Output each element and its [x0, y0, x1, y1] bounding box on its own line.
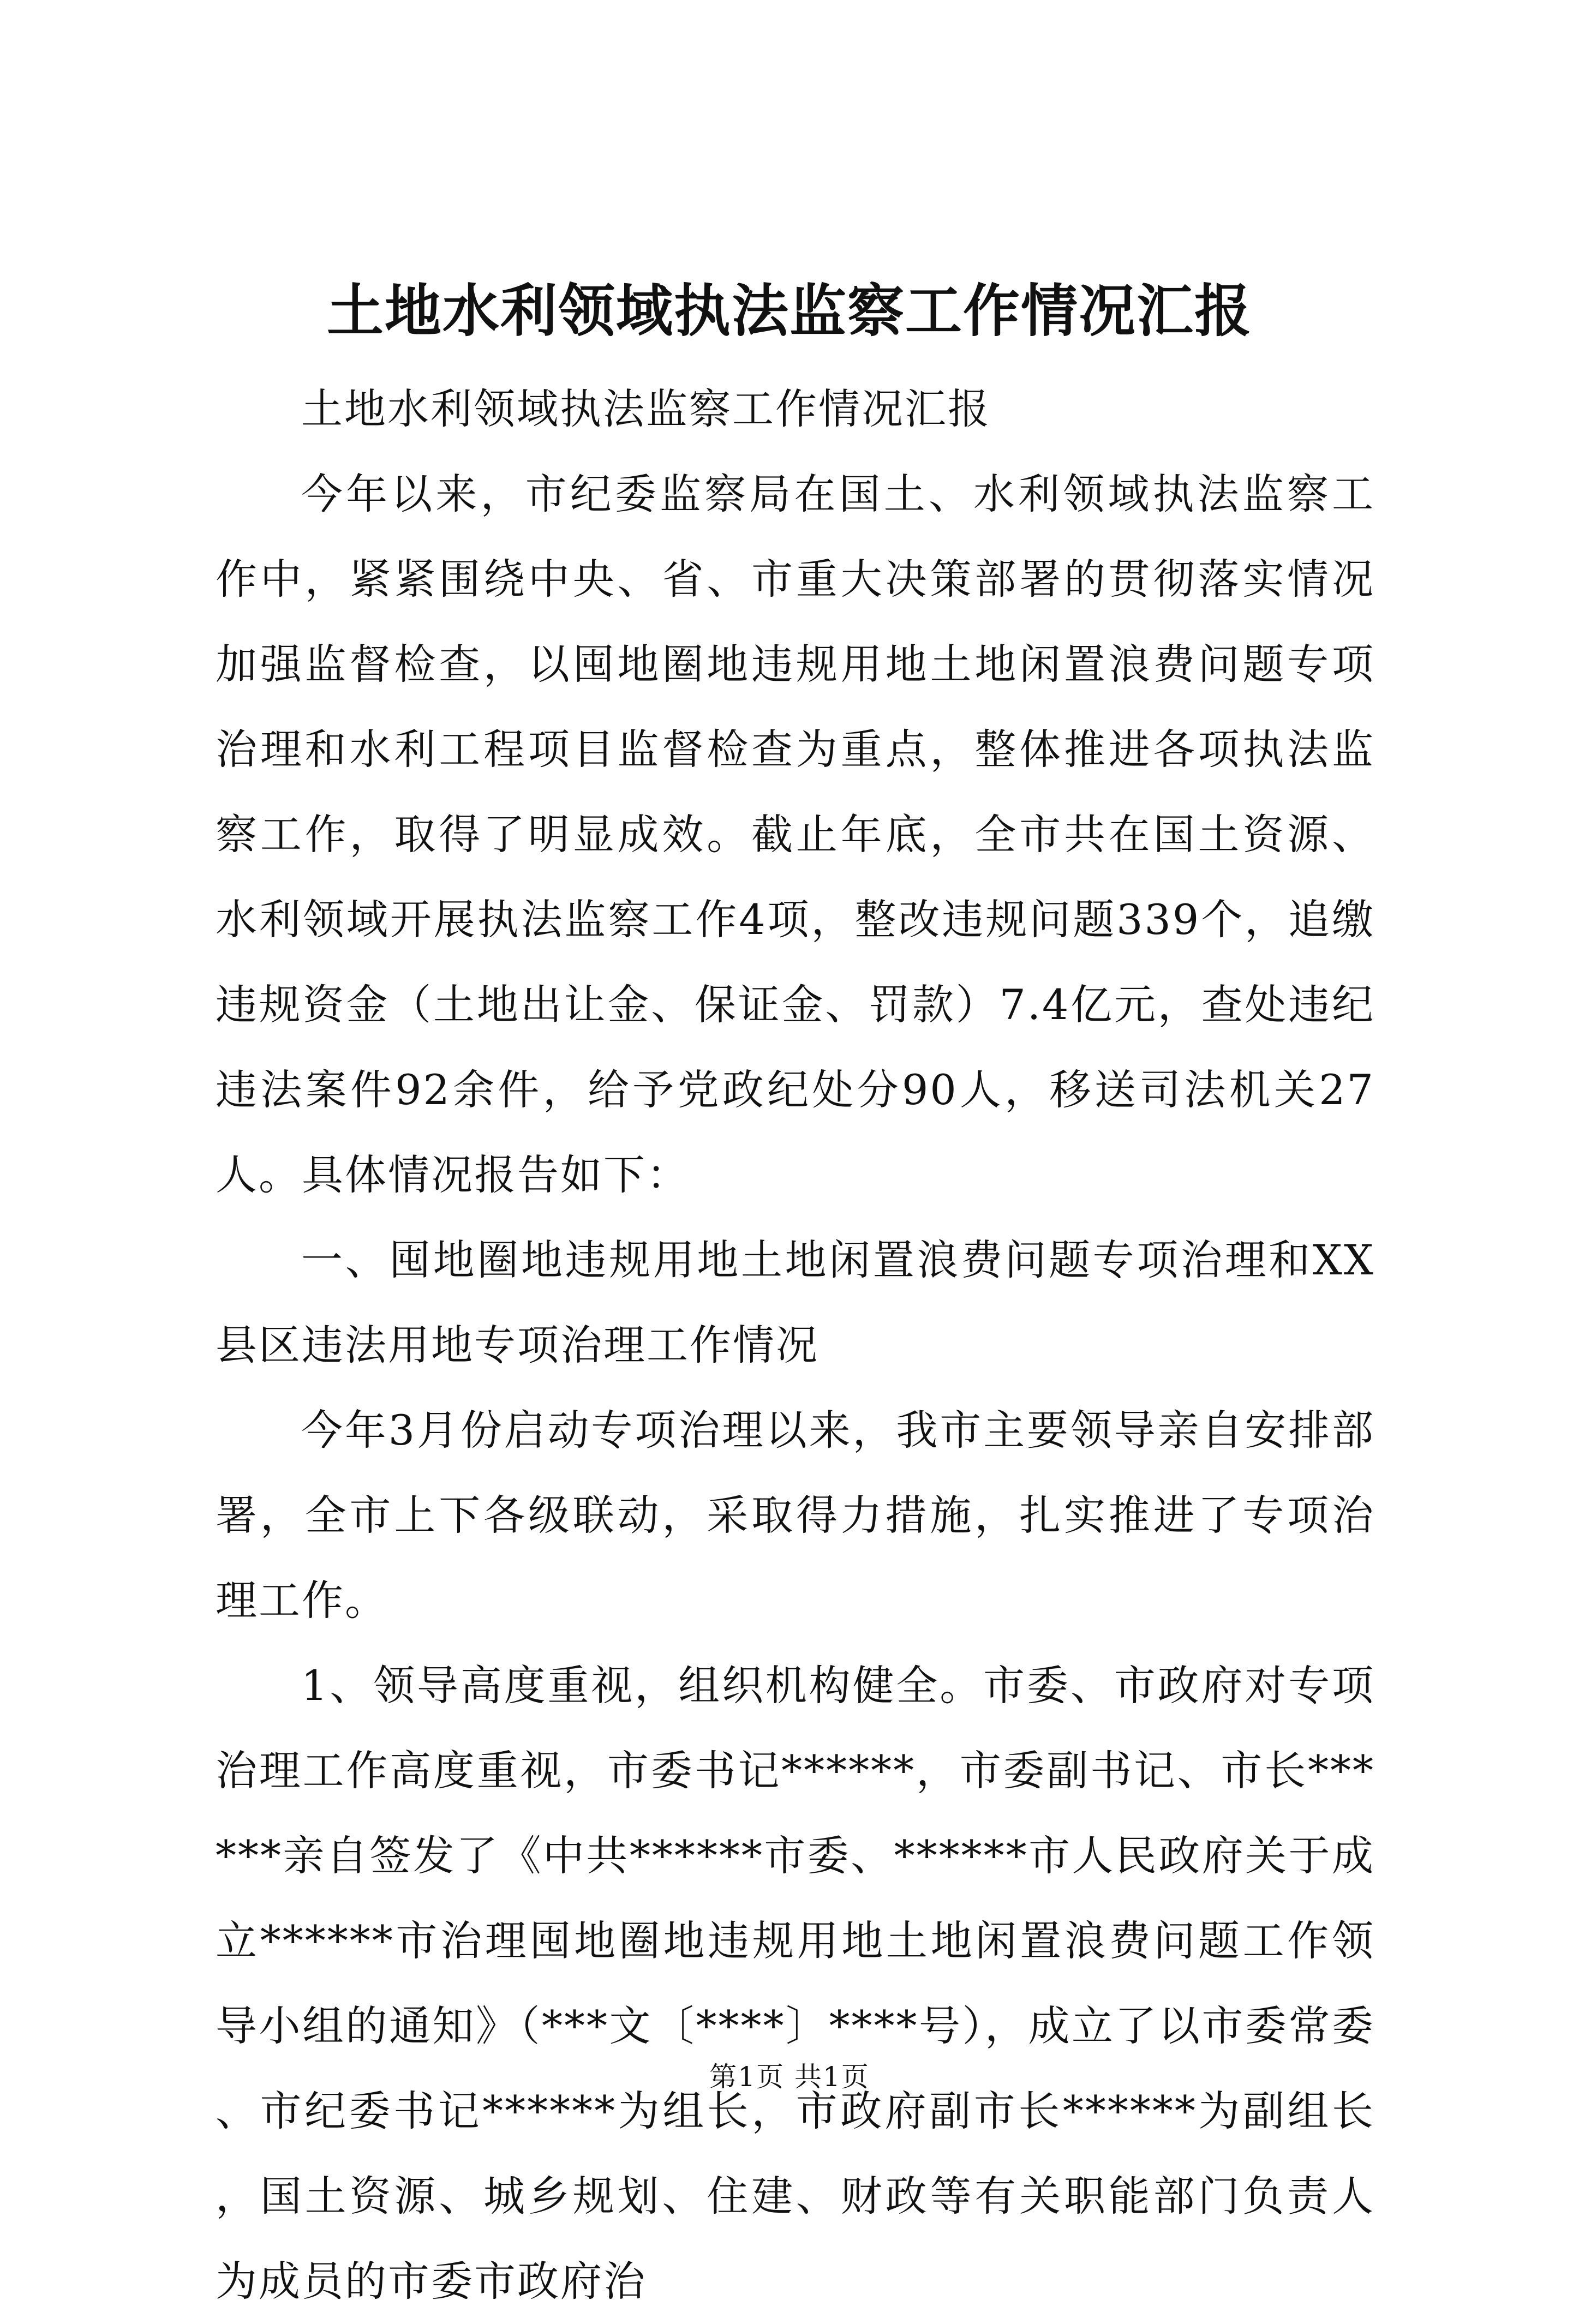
item-1-paragraph: 1、领导高度重视，组织机构健全。市委、市政府对专项治理工作高度重视，市委书记******，市委副书记、市长******亲自签发了《中共******市委、******市人民政府关于成立******市治理囤地圈地违规用地土地闲置浪费问题工作领导小组的通知》（***文〔****〕****号），成立了以市委常委、市纪委书记******为组长，市政府副市长******为副组长，国土资源、城乡规划、住建、财政等有关职能部门负责人为成员的市委市政府治	[216, 1661, 1375, 2305]
document-body	[216, 367, 1375, 2324]
intro-paragraph: 今年以来，市纪委监察局在国土、水利领域执法监察工作中，紧紧围绕中央、省、市重大决策部署的贯彻落实情况加强监督检查，以囤地圈地违规用地土地闲置浪费问题专项治理和水利工程项目监督检查为重点，整体推进各项执法监察工作，取得了明显成效。截止年底，全市共在国土资源、水利领域开展执法监察工作4项，整改违规问题339个，追缴违规资金（土地出让金、保证金、罚款）7.4亿元，查处违纪违法案件92余件，给予党政纪处分90人，移送司法机关27人。具体情况报告如下：	[216, 470, 1375, 1199]
subtitle-paragraph: 土地水利领域执法监察工作情况汇报	[301, 385, 991, 433]
section-intro-paragraph: 今年3月份启动专项治理以来，我市主要领导亲自安排部署，全市上下各级联动，采取得力措施，扎实推进了专项治理工作。	[216, 1406, 1375, 1625]
page-footer	[0, 2058, 1579, 2096]
document-title: 土地水利领域执法监察工作情况汇报	[326, 277, 1252, 344]
section-heading-1: 一、囤地圈地违规用地土地闲置浪费问题专项治理和XX县区违法用地专项治理工作情况	[216, 1236, 1375, 1369]
page-number: 第1页 共1页	[709, 2061, 870, 2093]
